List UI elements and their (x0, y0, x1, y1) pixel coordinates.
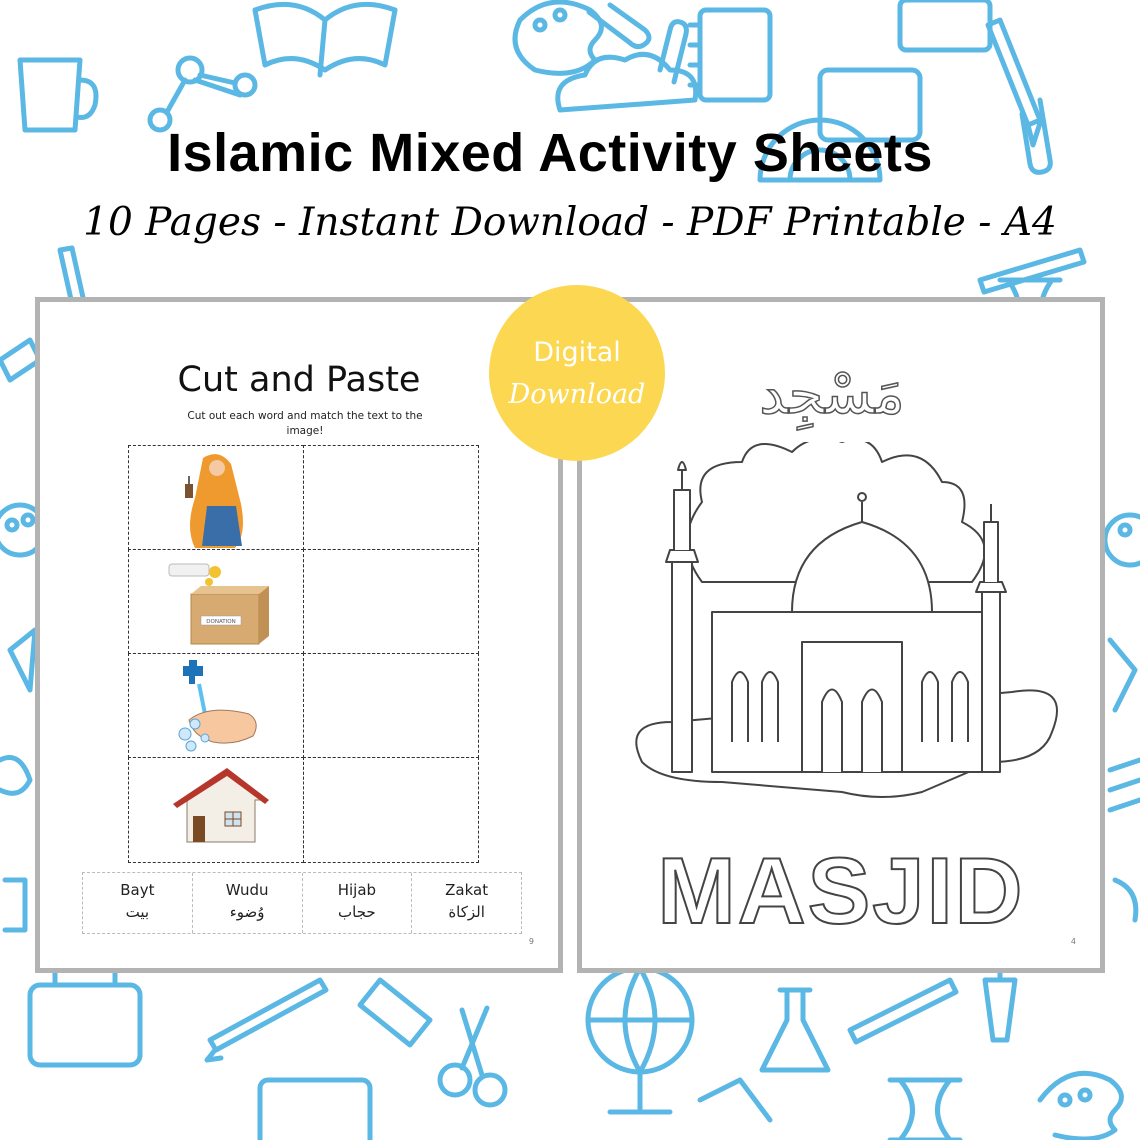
image-cell (128, 653, 304, 758)
word-arabic: حجاب (338, 903, 376, 921)
image-cell (128, 757, 304, 863)
image-cell (128, 549, 304, 654)
word-card-hijab[interactable] (303, 873, 413, 933)
answer-cell (303, 757, 479, 863)
image-cell (128, 445, 304, 550)
cut-and-paste-sheet (35, 297, 563, 973)
digital-download-badge (489, 285, 665, 461)
masjid-outline-word: MASJID (657, 838, 1025, 943)
word-strip (82, 872, 522, 934)
arabic-word: مَسْجِد (759, 362, 905, 427)
word-english: Wudu (225, 881, 269, 899)
word-card-zakat[interactable] (412, 873, 521, 933)
answer-cell (303, 445, 479, 550)
word-english: Bayt (120, 881, 155, 899)
wudu-handwashing-icon (129, 654, 305, 759)
page-number: 4 (1070, 937, 1076, 946)
hijab-woman-icon (129, 446, 305, 551)
word-english: Zakat (445, 881, 489, 899)
answer-cell (303, 653, 479, 758)
badge-line1: Digital (533, 337, 621, 368)
donation-label: DONATION (206, 619, 236, 625)
page-subtitle: 10 Pages - Instant Download - PDF Printable - A4 (83, 200, 1057, 245)
word-arabic: بيت (125, 903, 150, 921)
donation-box-icon (129, 550, 305, 655)
page-title: Islamic Mixed Activity Sheets (167, 123, 933, 183)
word-card-bayt[interactable] (83, 873, 193, 933)
house-icon (129, 758, 305, 864)
page-number: 9 (528, 937, 534, 946)
sheet-instructions: Cut out each word and match the text to the image! (187, 410, 423, 437)
mosque-coloring-illustration (622, 442, 1062, 822)
matching-grid (128, 445, 479, 863)
word-arabic: الزكاة (448, 903, 485, 921)
word-card-wudu[interactable] (193, 873, 303, 933)
sheet-title: Cut and Paste (177, 360, 421, 400)
answer-cell (303, 549, 479, 654)
word-english: Hijab (337, 881, 377, 899)
word-arabic: وُضوء (229, 903, 265, 921)
badge-line2: Download (508, 379, 646, 410)
